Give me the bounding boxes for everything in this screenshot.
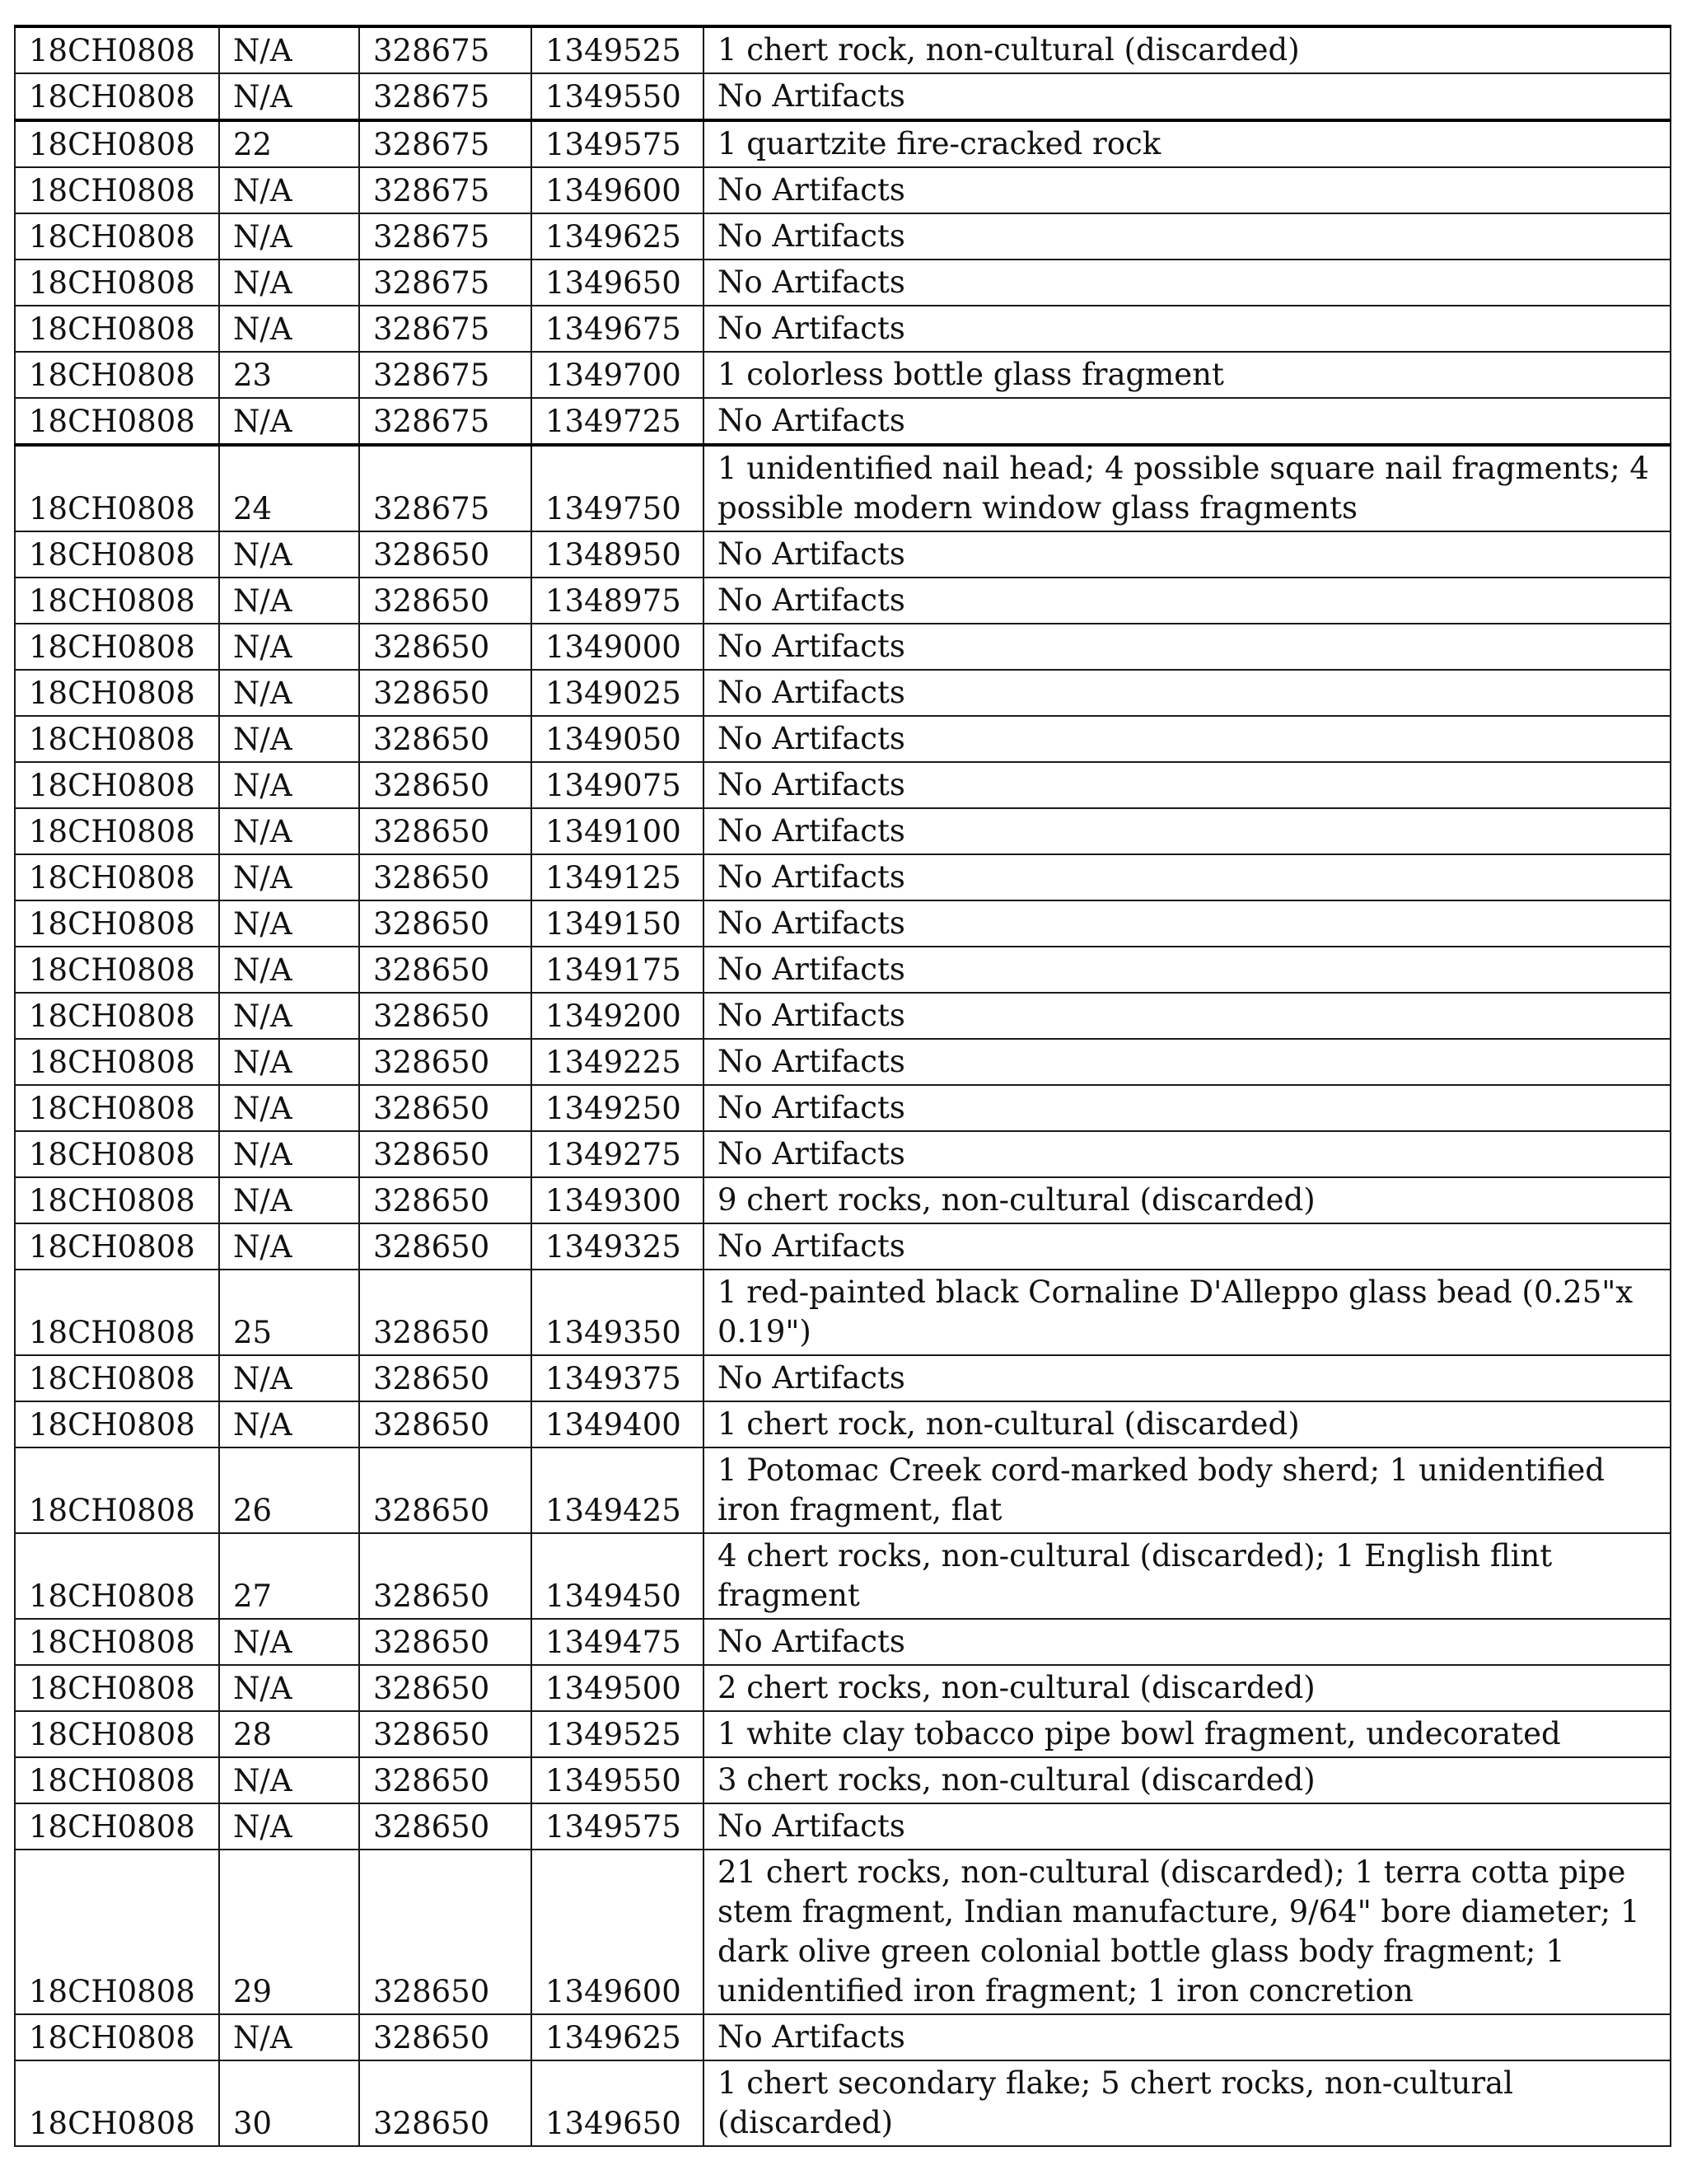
site-number-cell: 18CH0808 <box>15 352 219 398</box>
easting-cell: 1349475 <box>531 1619 703 1665</box>
table-row <box>15 1850 1671 2014</box>
catalog-number-cell: N/A <box>219 26 359 73</box>
catalog-number-cell: N/A <box>219 762 359 808</box>
artifact-description-cell: No Artifacts <box>703 1131 1671 1177</box>
site-number-cell: 18CH0808 <box>15 716 219 762</box>
northing-cell: 328650 <box>359 1803 531 1850</box>
northing-cell: 328675 <box>359 352 531 398</box>
site-number-cell: 18CH0808 <box>15 167 219 213</box>
site-number-cell: 18CH0808 <box>15 1131 219 1177</box>
easting-cell: 1349575 <box>531 120 703 167</box>
catalog-number-cell: N/A <box>219 531 359 578</box>
site-number-cell: 18CH0808 <box>15 306 219 352</box>
site-number-cell: 18CH0808 <box>15 578 219 624</box>
northing-cell: 328675 <box>359 445 531 531</box>
artifact-description-cell: 4 chert rocks, non-cultural (discarded); 1 English flint fragment <box>703 1533 1671 1619</box>
catalog-number-cell: 27 <box>219 1533 359 1619</box>
northing-cell: 328650 <box>359 993 531 1039</box>
table-row <box>15 993 1671 1039</box>
site-number-cell: 18CH0808 <box>15 1619 219 1665</box>
table-row <box>15 1803 1671 1850</box>
catalog-number-cell: 26 <box>219 1447 359 1533</box>
artifact-description-cell: 1 chert rock, non-cultural (discarded) <box>703 26 1671 73</box>
table-row <box>15 1270 1671 1355</box>
easting-cell: 1349175 <box>531 947 703 993</box>
catalog-number-cell: 29 <box>219 1850 359 2014</box>
easting-cell: 1349250 <box>531 1085 703 1131</box>
artifact-description-cell: 9 chert rocks, non-cultural (discarded) <box>703 1177 1671 1223</box>
site-number-cell: 18CH0808 <box>15 670 219 716</box>
artifact-description-cell: No Artifacts <box>703 1619 1671 1665</box>
artifact-description-cell: No Artifacts <box>703 947 1671 993</box>
easting-cell: 1349125 <box>531 854 703 900</box>
table-row <box>15 947 1671 993</box>
easting-cell: 1349600 <box>531 167 703 213</box>
easting-cell: 1349450 <box>531 1533 703 1619</box>
site-number-cell: 18CH0808 <box>15 1177 219 1223</box>
table-row <box>15 1447 1671 1533</box>
northing-cell: 328650 <box>359 1447 531 1533</box>
artifact-description-cell: No Artifacts <box>703 578 1671 624</box>
site-number-cell: 18CH0808 <box>15 1401 219 1447</box>
easting-cell: 1349200 <box>531 993 703 1039</box>
site-number-cell: 18CH0808 <box>15 213 219 260</box>
easting-cell: 1349050 <box>531 716 703 762</box>
table-row <box>15 260 1671 306</box>
easting-cell: 1349700 <box>531 352 703 398</box>
catalog-number-cell: N/A <box>219 1131 359 1177</box>
easting-cell: 1349650 <box>531 260 703 306</box>
northing-cell: 328650 <box>359 1850 531 2014</box>
northing-cell: 328675 <box>359 120 531 167</box>
easting-cell: 1349000 <box>531 624 703 670</box>
table-row <box>15 2060 1671 2146</box>
northing-cell: 328675 <box>359 398 531 445</box>
table-row <box>15 808 1671 854</box>
artifact-description-cell: No Artifacts <box>703 1355 1671 1401</box>
artifact-description-cell: No Artifacts <box>703 306 1671 352</box>
artifact-description-cell: 1 red-painted black Cornaline D'Alleppo glass bead (0.25"x 0.19") <box>703 1270 1671 1355</box>
table-row <box>15 26 1671 73</box>
easting-cell: 1349375 <box>531 1355 703 1401</box>
easting-cell: 1349225 <box>531 1039 703 1085</box>
table-row <box>15 73 1671 120</box>
northing-cell: 328650 <box>359 670 531 716</box>
table-row <box>15 1619 1671 1665</box>
table-row <box>15 306 1671 352</box>
site-number-cell: 18CH0808 <box>15 1223 219 1270</box>
easting-cell: 1349150 <box>531 900 703 947</box>
site-number-cell: 18CH0808 <box>15 1665 219 1711</box>
table-row <box>15 1533 1671 1619</box>
site-number-cell: 18CH0808 <box>15 260 219 306</box>
table-row <box>15 213 1671 260</box>
artifact-description-cell: No Artifacts <box>703 900 1671 947</box>
catalog-number-cell: N/A <box>219 808 359 854</box>
easting-cell: 1349425 <box>531 1447 703 1533</box>
site-number-cell: 18CH0808 <box>15 993 219 1039</box>
table-row <box>15 1177 1671 1223</box>
catalog-number-cell: N/A <box>219 73 359 120</box>
easting-cell: 1349500 <box>531 1665 703 1711</box>
site-number-cell: 18CH0808 <box>15 1085 219 1131</box>
easting-cell: 1348950 <box>531 531 703 578</box>
table-row <box>15 1223 1671 1270</box>
catalog-number-cell: 30 <box>219 2060 359 2146</box>
catalog-number-cell: N/A <box>219 1085 359 1131</box>
artifact-description-cell: No Artifacts <box>703 670 1671 716</box>
northing-cell: 328650 <box>359 762 531 808</box>
site-number-cell: 18CH0808 <box>15 1850 219 2014</box>
site-number-cell: 18CH0808 <box>15 398 219 445</box>
northing-cell: 328650 <box>359 1270 531 1355</box>
artifact-description-cell: No Artifacts <box>703 1039 1671 1085</box>
northing-cell: 328650 <box>359 808 531 854</box>
site-number-cell: 18CH0808 <box>15 900 219 947</box>
site-number-cell: 18CH0808 <box>15 1533 219 1619</box>
northing-cell: 328650 <box>359 1533 531 1619</box>
northing-cell: 328675 <box>359 213 531 260</box>
table-row <box>15 1039 1671 1085</box>
northing-cell: 328650 <box>359 716 531 762</box>
easting-cell: 1349525 <box>531 1711 703 1757</box>
northing-cell: 328675 <box>359 167 531 213</box>
artifact-description-cell: No Artifacts <box>703 2014 1671 2060</box>
northing-cell: 328650 <box>359 1039 531 1085</box>
table-row <box>15 398 1671 445</box>
artifact-description-cell: No Artifacts <box>703 716 1671 762</box>
northing-cell: 328650 <box>359 1619 531 1665</box>
artifact-description-cell: 1 quartzite fire-cracked rock <box>703 120 1671 167</box>
catalog-number-cell: 25 <box>219 1270 359 1355</box>
easting-cell: 1349300 <box>531 1177 703 1223</box>
table-row <box>15 352 1671 398</box>
easting-cell: 1349650 <box>531 2060 703 2146</box>
site-number-cell: 18CH0808 <box>15 1757 219 1803</box>
easting-cell: 1349525 <box>531 26 703 73</box>
artifact-description-cell: 1 Potomac Creek cord-marked body sherd; 1 unidentified iron fragment, flat <box>703 1447 1671 1533</box>
table-row <box>15 1711 1671 1757</box>
easting-cell: 1349675 <box>531 306 703 352</box>
artifact-description-cell: No Artifacts <box>703 624 1671 670</box>
catalog-number-cell: N/A <box>219 947 359 993</box>
table-row <box>15 624 1671 670</box>
northing-cell: 328675 <box>359 26 531 73</box>
artifact-table-body <box>15 26 1671 2146</box>
site-number-cell: 18CH0808 <box>15 1711 219 1757</box>
site-number-cell: 18CH0808 <box>15 1355 219 1401</box>
artifact-description-cell: No Artifacts <box>703 993 1671 1039</box>
artifact-inventory-table <box>14 25 1671 2147</box>
catalog-number-cell: N/A <box>219 1355 359 1401</box>
easting-cell: 1349625 <box>531 213 703 260</box>
catalog-number-cell: N/A <box>219 624 359 670</box>
catalog-number-cell: N/A <box>219 900 359 947</box>
table-row <box>15 670 1671 716</box>
site-number-cell: 18CH0808 <box>15 2060 219 2146</box>
northing-cell: 328675 <box>359 306 531 352</box>
catalog-number-cell: 22 <box>219 120 359 167</box>
catalog-number-cell: N/A <box>219 1223 359 1270</box>
northing-cell: 328650 <box>359 900 531 947</box>
site-number-cell: 18CH0808 <box>15 1039 219 1085</box>
easting-cell: 1349350 <box>531 1270 703 1355</box>
catalog-number-cell: N/A <box>219 1665 359 1711</box>
easting-cell: 1349100 <box>531 808 703 854</box>
site-number-cell: 18CH0808 <box>15 73 219 120</box>
easting-cell: 1349400 <box>531 1401 703 1447</box>
table-row <box>15 854 1671 900</box>
table-row <box>15 762 1671 808</box>
table-row <box>15 445 1671 531</box>
table-row <box>15 120 1671 167</box>
artifact-description-cell: No Artifacts <box>703 808 1671 854</box>
table-row <box>15 1401 1671 1447</box>
northing-cell: 328650 <box>359 947 531 993</box>
catalog-number-cell: N/A <box>219 854 359 900</box>
site-number-cell: 18CH0808 <box>15 624 219 670</box>
site-number-cell: 18CH0808 <box>15 445 219 531</box>
table-row <box>15 1131 1671 1177</box>
catalog-number-cell: N/A <box>219 306 359 352</box>
catalog-number-cell: N/A <box>219 260 359 306</box>
easting-cell: 1349550 <box>531 73 703 120</box>
northing-cell: 328650 <box>359 2014 531 2060</box>
site-number-cell: 18CH0808 <box>15 762 219 808</box>
site-number-cell: 18CH0808 <box>15 947 219 993</box>
catalog-number-cell: 24 <box>219 445 359 531</box>
artifact-description-cell: 1 colorless bottle glass fragment <box>703 352 1671 398</box>
easting-cell: 1349275 <box>531 1131 703 1177</box>
table-row <box>15 1665 1671 1711</box>
artifact-description-cell: No Artifacts <box>703 167 1671 213</box>
catalog-number-cell: N/A <box>219 398 359 445</box>
northing-cell: 328650 <box>359 854 531 900</box>
site-number-cell: 18CH0808 <box>15 2014 219 2060</box>
artifact-description-cell: No Artifacts <box>703 1803 1671 1850</box>
table-row <box>15 1757 1671 1803</box>
easting-cell: 1349750 <box>531 445 703 531</box>
northing-cell: 328650 <box>359 1355 531 1401</box>
artifact-description-cell: No Artifacts <box>703 531 1671 578</box>
artifact-description-cell: No Artifacts <box>703 762 1671 808</box>
catalog-number-cell: N/A <box>219 1401 359 1447</box>
northing-cell: 328675 <box>359 73 531 120</box>
catalog-number-cell: N/A <box>219 2014 359 2060</box>
catalog-number-cell: N/A <box>219 578 359 624</box>
artifact-description-cell: No Artifacts <box>703 1223 1671 1270</box>
easting-cell: 1349075 <box>531 762 703 808</box>
catalog-number-cell: 28 <box>219 1711 359 1757</box>
easting-cell: 1349025 <box>531 670 703 716</box>
northing-cell: 328650 <box>359 1401 531 1447</box>
northing-cell: 328650 <box>359 1665 531 1711</box>
easting-cell: 1349550 <box>531 1757 703 1803</box>
artifact-description-cell: 1 chert rock, non-cultural (discarded) <box>703 1401 1671 1447</box>
catalog-number-cell: N/A <box>219 1619 359 1665</box>
artifact-description-cell: No Artifacts <box>703 398 1671 445</box>
table-row <box>15 900 1671 947</box>
artifact-table-page <box>14 25 1670 2147</box>
easting-cell: 1348975 <box>531 578 703 624</box>
site-number-cell: 18CH0808 <box>15 1270 219 1355</box>
northing-cell: 328650 <box>359 1711 531 1757</box>
northing-cell: 328650 <box>359 624 531 670</box>
artifact-description-cell: No Artifacts <box>703 1085 1671 1131</box>
catalog-number-cell: N/A <box>219 716 359 762</box>
easting-cell: 1349625 <box>531 2014 703 2060</box>
artifact-description-cell: 21 chert rocks, non-cultural (discarded); 1 terra cotta pipe stem fragment, Indian manufacture, 9/64" bore diameter; 1 dark olive green colonial bottle glass body fragment; 1 unidentified iron fragment; 1 iron concretion <box>703 1850 1671 2014</box>
easting-cell: 1349725 <box>531 398 703 445</box>
artifact-description-cell: No Artifacts <box>703 73 1671 120</box>
northing-cell: 328675 <box>359 260 531 306</box>
artifact-description-cell: 1 white clay tobacco pipe bowl fragment, undecorated <box>703 1711 1671 1757</box>
artifact-description-cell: No Artifacts <box>703 260 1671 306</box>
site-number-cell: 18CH0808 <box>15 1803 219 1850</box>
table-row <box>15 716 1671 762</box>
catalog-number-cell: N/A <box>219 670 359 716</box>
northing-cell: 328650 <box>359 1177 531 1223</box>
northing-cell: 328650 <box>359 1085 531 1131</box>
catalog-number-cell: N/A <box>219 1177 359 1223</box>
catalog-number-cell: N/A <box>219 167 359 213</box>
artifact-description-cell: 1 chert secondary flake; 5 chert rocks, non-cultural (discarded) <box>703 2060 1671 2146</box>
site-number-cell: 18CH0808 <box>15 531 219 578</box>
table-row <box>15 578 1671 624</box>
northing-cell: 328650 <box>359 2060 531 2146</box>
catalog-number-cell: N/A <box>219 1757 359 1803</box>
artifact-description-cell: No Artifacts <box>703 854 1671 900</box>
artifact-description-cell: 1 unidentified nail head; 4 possible square nail fragments; 4 possible modern window glass fragments <box>703 445 1671 531</box>
northing-cell: 328650 <box>359 1223 531 1270</box>
catalog-number-cell: N/A <box>219 1803 359 1850</box>
site-number-cell: 18CH0808 <box>15 854 219 900</box>
site-number-cell: 18CH0808 <box>15 26 219 73</box>
catalog-number-cell: 23 <box>219 352 359 398</box>
site-number-cell: 18CH0808 <box>15 120 219 167</box>
artifact-description-cell: No Artifacts <box>703 213 1671 260</box>
table-row <box>15 531 1671 578</box>
site-number-cell: 18CH0808 <box>15 808 219 854</box>
table-row <box>15 1085 1671 1131</box>
catalog-number-cell: N/A <box>219 1039 359 1085</box>
northing-cell: 328650 <box>359 1131 531 1177</box>
artifact-description-cell: 3 chert rocks, non-cultural (discarded) <box>703 1757 1671 1803</box>
catalog-number-cell: N/A <box>219 213 359 260</box>
northing-cell: 328650 <box>359 578 531 624</box>
site-number-cell: 18CH0808 <box>15 1447 219 1533</box>
table-row <box>15 2014 1671 2060</box>
easting-cell: 1349600 <box>531 1850 703 2014</box>
catalog-number-cell: N/A <box>219 993 359 1039</box>
northing-cell: 328650 <box>359 1757 531 1803</box>
easting-cell: 1349325 <box>531 1223 703 1270</box>
table-row <box>15 167 1671 213</box>
table-row <box>15 1355 1671 1401</box>
easting-cell: 1349575 <box>531 1803 703 1850</box>
northing-cell: 328650 <box>359 531 531 578</box>
artifact-description-cell: 2 chert rocks, non-cultural (discarded) <box>703 1665 1671 1711</box>
